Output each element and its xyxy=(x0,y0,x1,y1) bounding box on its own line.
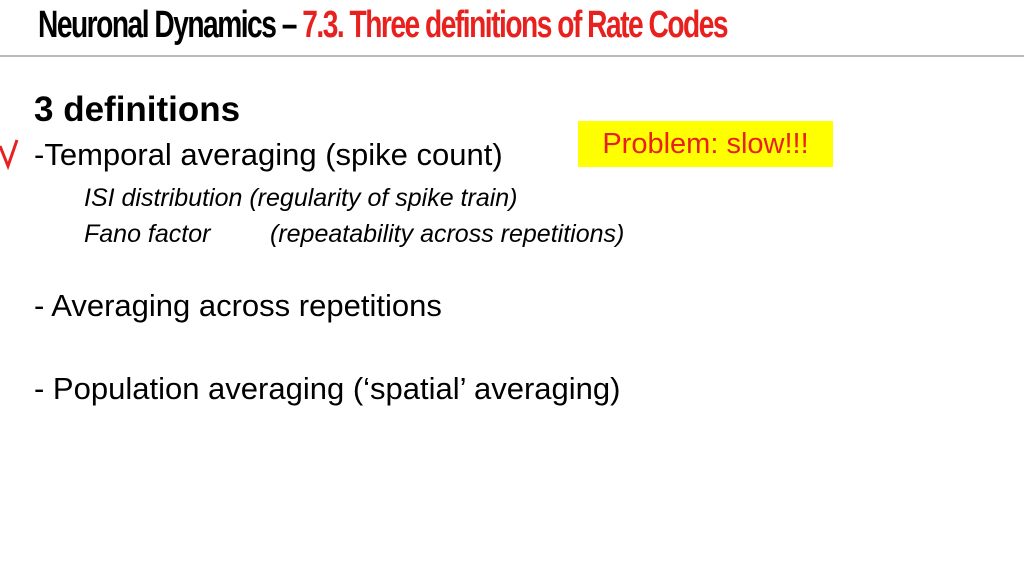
definitions-heading: 3 definitions xyxy=(34,90,241,129)
slide-title xyxy=(38,2,727,52)
red-check-mark-icon xyxy=(0,136,20,170)
title-divider xyxy=(0,55,1024,57)
sub-item-fano-factor: Fano factor xyxy=(84,220,211,248)
title-main: Neuronal Dynamics xyxy=(38,4,276,46)
title-separator: – xyxy=(275,4,303,46)
problem-callout: Problem: slow!!! xyxy=(578,121,833,167)
sub-item-fano-factor-note: (repeatability across repetitions) xyxy=(270,220,625,248)
bullet-averaging-repetitions: - Averaging across repetitions xyxy=(34,288,442,323)
bullet-temporal-averaging: -Temporal averaging (spike count) xyxy=(34,137,503,172)
title-section: 7.3. Three definitions of Rate Codes xyxy=(302,4,728,46)
sub-item-isi-distribution: ISI distribution (regularity of spike train) xyxy=(84,184,518,212)
bullet-population-averaging: - Population averaging (‘spatial’ averaging) xyxy=(34,371,621,406)
